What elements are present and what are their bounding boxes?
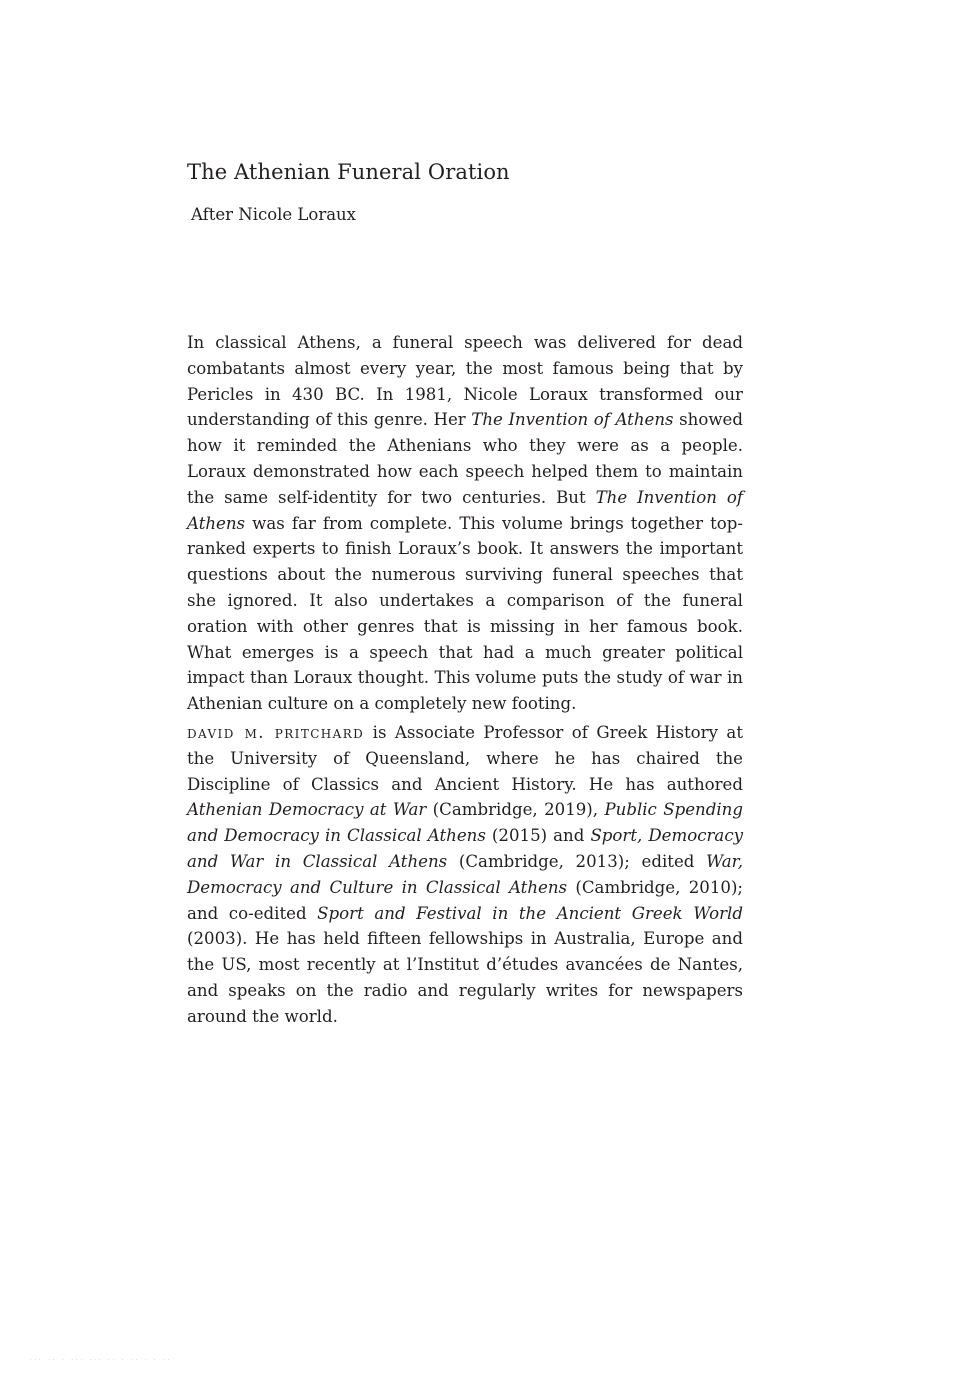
bio-book-title-4: War, Democracy and Culture in Classical Athens — [187, 851, 743, 897]
blurb-book-title-2: The Invention of Athens — [187, 487, 743, 533]
bio-text-1: is Associate Professor of Greek History at the University of Queensland, where he has chaired the Discipline of Classics and Ancient History. He has authored — [187, 723, 743, 794]
footer-print-mark: ··· ·· · ··· ··· ·· · ·· · · ·· — [30, 1357, 173, 1363]
bio-book-title-3: Sport, Democracy and War in Classical Athens — [187, 826, 743, 871]
bio-book-title-5: Sport and Festival in the Ancient Greek World — [317, 903, 743, 923]
blurb-text-3: was far from complete. This volume brings together top-ranked experts to finish Loraux’s book. It answers the important questions about the numerous surviving funeral speeches that she ignored. It also undertakes a comparison of the funeral oration with other genres that is missing in her famous book. What emerges is a speech that had a much greater political impact than Loraux thought. This volume puts the study of war in Athenian culture on a completely new footing. — [187, 513, 743, 714]
blurb-text-1: In classical Athens, a funeral speech was delivered for dead combatants almost every year, the most famous being that by Pericles in 430 BC. In 1981, Nicole Loraux transformed our understanding of this genre. Her — [187, 333, 743, 430]
book-title: The Athenian Funeral Oration — [187, 160, 510, 184]
bio-text-4: (Cambridge, 2013); edited — [447, 851, 707, 871]
bio-book-title-2: Public Spending and Democracy in Classical Athens — [187, 800, 743, 846]
bio-text-5: (Cambridge, 2010); and co-edited — [187, 877, 744, 923]
book-subtitle: After Nicole Loraux — [191, 205, 356, 224]
author-bio — [187, 720, 743, 1030]
author-name: david m. pritchard — [187, 723, 365, 742]
bio-book-title-1: Athenian Democracy at War — [187, 800, 427, 820]
bio-text-2: (Cambridge, 2019), — [426, 800, 605, 820]
bio-text-3: (2015) and — [485, 826, 591, 846]
blurb-book-title-1: The Invention of Athens — [471, 410, 674, 430]
bio-text-6: (2003). He has held fifteen fellowships in Australia, Europe and the US, most recently at l’Institut d’études avancées de Nantes, and speaks on the radio and regularly writes for newspapers around the world. — [187, 929, 743, 1026]
blurb-text-2: showed how it reminded the Athenians who they were as a people. Loraux demonstrated how each speech helped them to maintain the same self-identity for two centuries. But — [187, 410, 743, 507]
book-blurb — [187, 330, 743, 717]
